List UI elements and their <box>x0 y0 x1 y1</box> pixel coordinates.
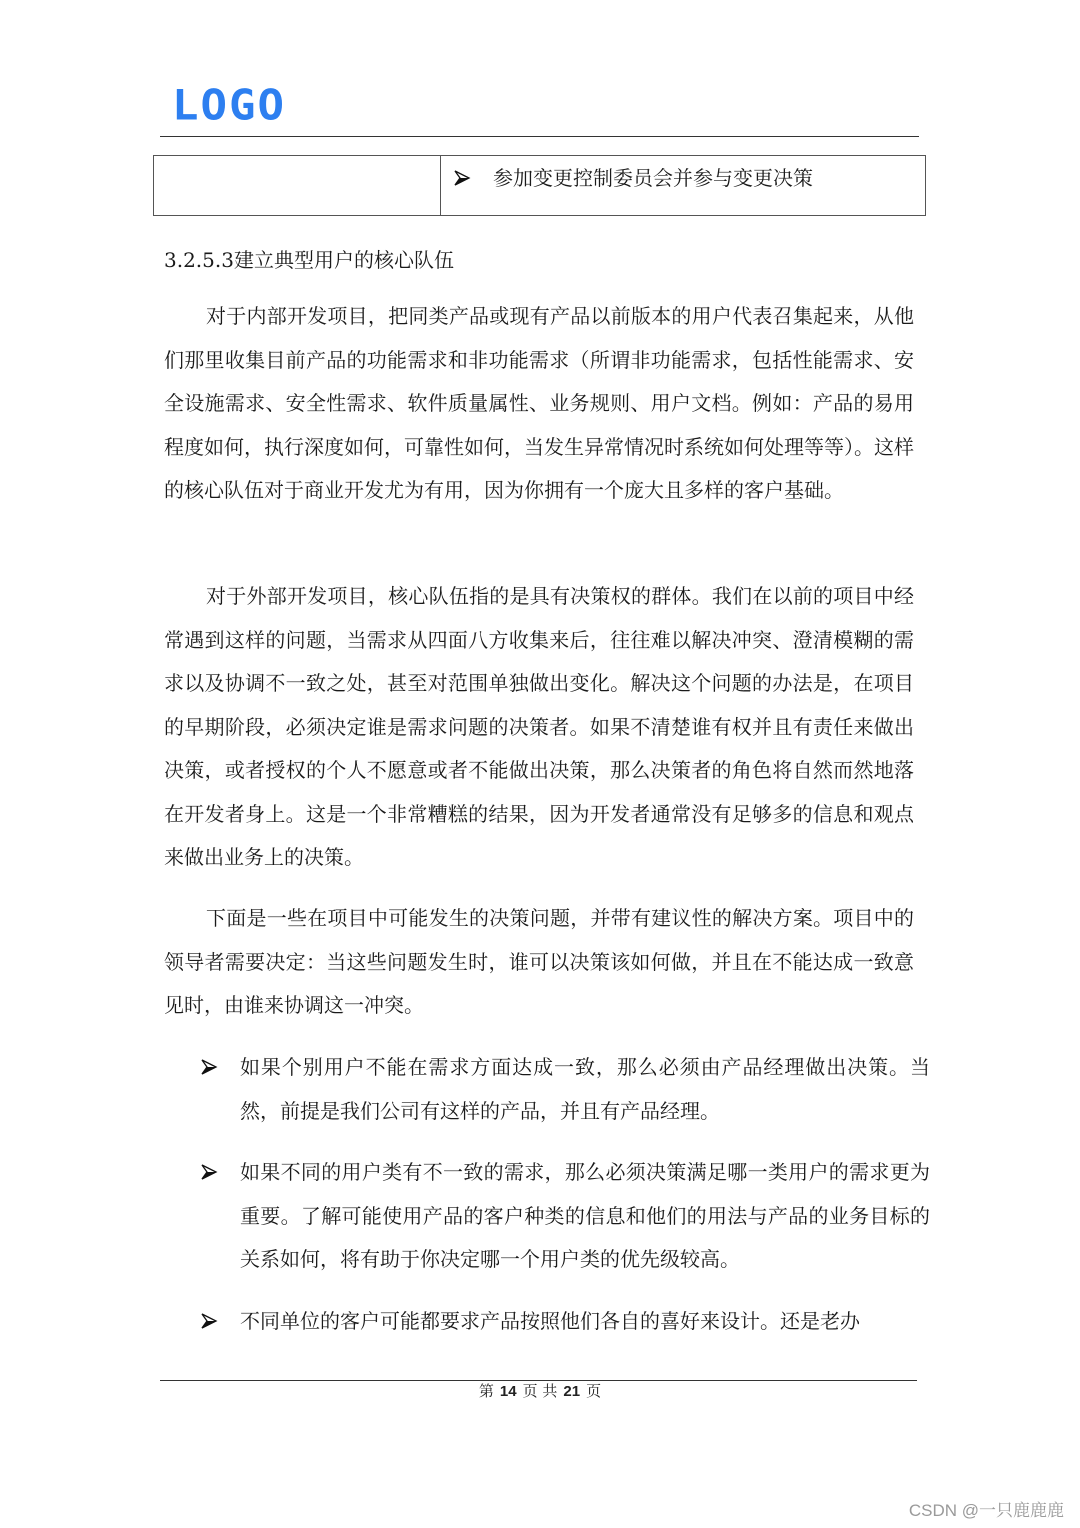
page-mid: 页 共 <box>522 1382 558 1400</box>
table-cell-right <box>441 156 925 215</box>
logo: LOGO <box>172 81 286 130</box>
list-item <box>200 1046 930 1133</box>
header-divider <box>160 136 919 137</box>
page-prefix: 第 <box>478 1382 494 1400</box>
list-item-text: 如果个别用户不能在需求方面达成一致，那么必须由产品经理做出决策。当然，前提是我们公司有这样的产品，并且有产品经理。 <box>240 1055 930 1123</box>
continued-table <box>153 155 926 216</box>
table-bullet-text: 参加变更控制委员会并参与变更决策 <box>493 166 813 190</box>
paragraph: 对于外部开发项目，核心队伍指的是具有决策权的群体。我们在以前的项目中经常遇到这样的问题，当需求从四面八方收集来后，往往难以解决冲突、澄清模糊的需求以及协调不一致之处，甚至对范围单独做出变化。解决这个问题的办法是，在项目的早期阶段，必须决定谁是需求问题的决策者。如果不清楚谁有权并且有责任来做出决策，或者授权的个人不愿意或者不能做出决策，那么决策者的角色将自然而然地落在开发者身上。这是一个非常糟糕的结果，因为开发者通常没有足够多的信息和观点来做出业务上的决策。 <box>164 584 914 869</box>
current-page: 14 <box>499 1383 517 1400</box>
arrow-bullet-icon <box>200 1163 218 1181</box>
page-suffix: 页 <box>586 1382 602 1400</box>
watermark: CSDN @一只鹿鹿鹿 <box>908 1501 1064 1520</box>
list-item <box>200 1151 930 1282</box>
list-item-text: 如果不同的用户类有不一致的需求，那么必须决策满足哪一类用户的需求更为重要。了解可能使用产品的客户种类的信息和他们的用法与产品的业务目标的关系如何，将有助于你决定哪一个用户类的优先级较高。 <box>240 1160 930 1271</box>
list-item <box>200 1300 930 1344</box>
list-item-text: 不同单位的客户可能都要求产品按照他们各自的喜好来设计。还是老办 <box>240 1309 860 1333</box>
arrow-bullet-icon <box>200 1312 218 1330</box>
table-cell-left <box>154 156 441 215</box>
paragraph: 下面是一些在项目中可能发生的决策问题，并带有建议性的解决方案。项目中的领导者需要决定：当这些问题发生时，谁可以决策该如何做，并且在不能达成一致意见时，由谁来协调这一冲突。 <box>164 906 914 1017</box>
arrow-bullet-icon <box>453 169 471 187</box>
total-pages: 21 <box>563 1383 581 1400</box>
arrow-bullet-icon <box>200 1058 218 1076</box>
page-number <box>0 1381 1080 1402</box>
paragraph: 对于内部开发项目，把同类产品或现有产品以前版本的用户代表召集起来，从他们那里收集目前产品的功能需求和非功能需求（所谓非功能需求，包括性能需求、安全设施需求、安全性需求、软件质量属性、业务规则、用户文档。例如：产品的易用程度如何，执行深度如何，可靠性如何，当发生异常情况时系统如何处理等等）。这样的核心队伍对于商业开发尤为有用，因为你拥有一个庞大且多样的客户基础。 <box>164 304 914 502</box>
section-heading: 3.2.5.3建立典型用户的核心队伍 <box>164 248 454 272</box>
